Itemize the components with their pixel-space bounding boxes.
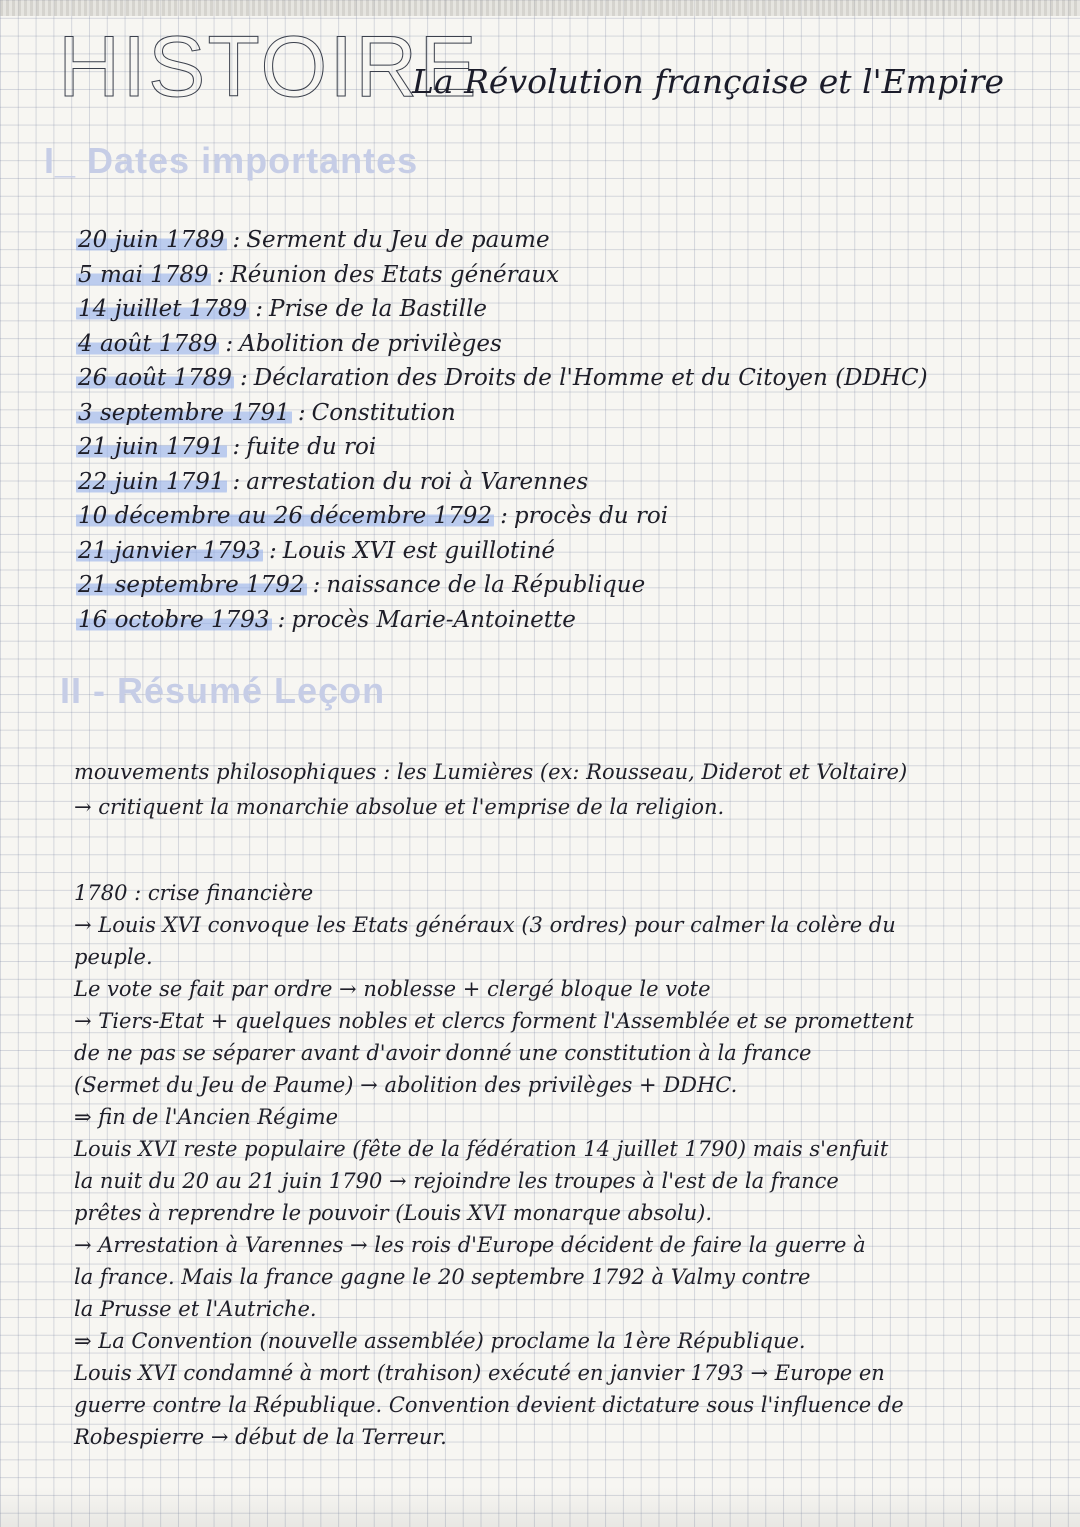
summary-line: peuple. <box>74 945 153 969</box>
date-label: 10 décembre au 26 décembre 1792 <box>78 503 493 529</box>
date-label: 14 juillet 1789 <box>78 296 248 322</box>
date-item: 16 octobre 1793 : procès Marie-Antoinette <box>78 606 576 633</box>
event-label: Serment du Jeu de paume <box>246 227 550 253</box>
event-label: naissance de la République <box>326 572 646 598</box>
lesson-summary <box>74 755 1049 1453</box>
event-label: fuite du roi <box>246 434 377 460</box>
summary-line: guerre contre la République. Convention devient dictature sous l'influence de <box>74 1393 904 1417</box>
subject-heading: HISTOIRE <box>58 19 479 115</box>
date-item: 26 août 1789 : Déclaration des Droits de l'Homme et du Citoyen (DDHC) <box>78 365 928 391</box>
date-label: 22 juin 1791 <box>78 468 225 495</box>
event-label: Abolition de privilèges <box>239 330 502 357</box>
date-item: 21 juin 1791 : fuite du roi <box>78 434 377 460</box>
event-label: Louis XVI est guillotiné <box>282 537 556 564</box>
spiral-binding <box>0 0 1080 16</box>
date-item: 4 août 1789 : Abolition de privilèges <box>78 330 502 357</box>
summary-line: Louis XVI reste populaire (fête de la fédération 14 juillet 1790) mais s'enfuit <box>74 1137 889 1161</box>
event-label: procès Marie-Antoinette <box>291 606 576 633</box>
summary-line: Louis XVI condamné à mort (trahison) exécuté en janvier 1793 → Europe en <box>74 1361 885 1385</box>
event-label: Prise de la Bastille <box>269 296 487 322</box>
summary-line: la Prusse et l'Autriche. <box>74 1297 317 1321</box>
summary-line: de ne pas se séparer avant d'avoir donné une constitution à la france <box>74 1041 812 1065</box>
summary-line: mouvements philosophiques : les Lumières (ex: Rousseau, Diderot et Voltaire) <box>74 760 908 784</box>
date-item: 21 janvier 1793 : Louis XVI est guillotiné <box>78 537 556 564</box>
summary-line: Robespierre → début de la Terreur. <box>74 1425 447 1449</box>
date-label: 5 mai 1789 <box>78 261 209 288</box>
event-label: arrestation du roi à Varennes <box>246 468 589 495</box>
summary-line: → critiquent la monarchie absolue et l'emprise de la religion. <box>74 795 725 819</box>
event-label: Déclaration des Droits de l'Homme et du Citoyen (DDHC) <box>253 365 928 391</box>
summary-line: ⇒ fin de l'Ancien Régime <box>74 1105 339 1129</box>
date-label: 3 septembre 1791 <box>78 399 290 426</box>
date-item: 10 décembre au 26 décembre 1792 : procès du roi <box>78 503 669 529</box>
summary-line: prêtes à reprendre le pouvoir (Louis XVI monarque absolu). <box>74 1201 713 1225</box>
date-label: 21 septembre 1792 <box>78 572 305 598</box>
section-title-summary: II - Résumé Leçon <box>60 670 386 711</box>
summary-line: Le vote se fait par ordre → noblesse + clergé bloque le vote <box>74 977 711 1001</box>
event-label: Réunion des Etats généraux <box>230 261 560 288</box>
dates-list <box>76 223 1036 637</box>
date-item: 5 mai 1789 : Réunion des Etats généraux <box>78 261 560 288</box>
summary-line: → Arrestation à Varennes → les rois d'Europe décident de faire la guerre à <box>74 1233 866 1257</box>
date-item: 3 septembre 1791 : Constitution <box>78 399 456 426</box>
lesson-title: La Révolution française et l'Empire <box>412 62 1005 101</box>
date-label: 16 octobre 1793 <box>78 606 270 633</box>
event-label: procès du roi <box>513 503 669 529</box>
date-item: 21 septembre 1792 : naissance de la République <box>78 572 646 598</box>
page-shadow <box>0 1487 1080 1527</box>
date-label: 26 août 1789 <box>78 365 233 391</box>
date-label: 4 août 1789 <box>78 330 218 357</box>
event-label: Constitution <box>311 399 456 426</box>
section-title-dates: I_ Dates importantes <box>44 140 419 181</box>
summary-line: la france. Mais la france gagne le 20 septembre 1792 à Valmy contre <box>74 1265 811 1289</box>
summary-line: ⇒ La Convention (nouvelle assemblée) proclame la 1ère République. <box>74 1329 806 1353</box>
date-item: 22 juin 1791 : arrestation du roi à Varennes <box>78 468 589 495</box>
date-label: 20 juin 1789 <box>78 227 225 253</box>
summary-line: → Tiers-Etat + quelques nobles et clercs forment l'Assemblée et se promettent <box>74 1009 914 1033</box>
date-item: 14 juillet 1789 : Prise de la Bastille <box>78 296 487 322</box>
summary-line: la nuit du 20 au 21 juin 1790 → rejoindre les troupes à l'est de la france <box>74 1169 839 1193</box>
summary-line: → Louis XVI convoque les Etats généraux (3 ordres) pour calmer la colère du <box>74 913 896 937</box>
date-item: 20 juin 1789 : Serment du Jeu de paume <box>78 227 550 253</box>
date-label: 21 janvier 1793 <box>78 537 262 564</box>
date-label: 21 juin 1791 <box>78 434 225 460</box>
summary-line: 1780 : crise financière <box>74 881 314 905</box>
summary-line: (Sermet du Jeu de Paume) → abolition des privilèges + DDHC. <box>74 1073 738 1097</box>
